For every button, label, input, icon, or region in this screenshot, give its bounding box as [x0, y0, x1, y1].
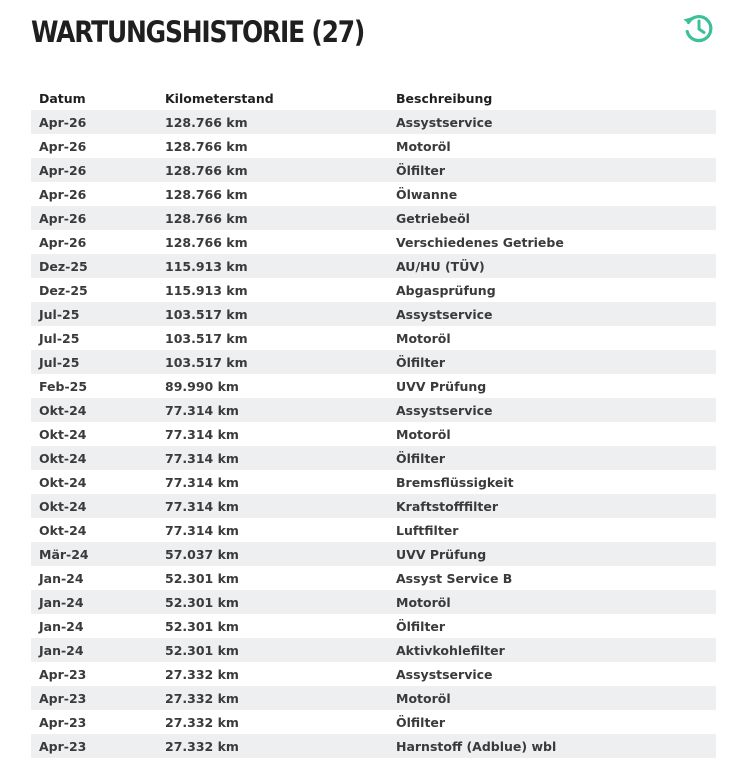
- cell-mileage: 77.314 km: [157, 494, 388, 518]
- cell-date: Jan-24: [31, 590, 157, 614]
- table-row: [31, 614, 716, 638]
- cell-date: Apr-26: [31, 182, 157, 206]
- table-row: [31, 590, 716, 614]
- cell-mileage: 103.517 km: [157, 326, 388, 350]
- cell-description: Ölfilter: [388, 614, 716, 638]
- cell-mileage: 52.301 km: [157, 614, 388, 638]
- cell-mileage: 77.314 km: [157, 446, 388, 470]
- table-row: [31, 734, 716, 758]
- cell-mileage: 128.766 km: [157, 158, 388, 182]
- table-body: [31, 110, 716, 758]
- table-row: [31, 566, 716, 590]
- table-row: [31, 542, 716, 566]
- table-row: [31, 710, 716, 734]
- cell-mileage: 128.766 km: [157, 206, 388, 230]
- cell-description: Abgasprüfung: [388, 278, 716, 302]
- cell-date: Jan-24: [31, 566, 157, 590]
- cell-date: Jan-24: [31, 638, 157, 662]
- table-header-row: [31, 86, 716, 110]
- cell-description: Motoröl: [388, 686, 716, 710]
- cell-mileage: 77.314 km: [157, 422, 388, 446]
- cell-mileage: 115.913 km: [157, 278, 388, 302]
- cell-description: Motoröl: [388, 422, 716, 446]
- cell-description: Getriebeöl: [388, 206, 716, 230]
- cell-mileage: 128.766 km: [157, 182, 388, 206]
- cell-mileage: 77.314 km: [157, 518, 388, 542]
- cell-date: Apr-23: [31, 686, 157, 710]
- cell-description: Ölfilter: [388, 350, 716, 374]
- cell-date: Apr-26: [31, 158, 157, 182]
- table-row: [31, 326, 716, 350]
- cell-date: Okt-24: [31, 518, 157, 542]
- table-row: [31, 230, 716, 254]
- table-row: [31, 158, 716, 182]
- cell-description: Kraftstofffilter: [388, 494, 716, 518]
- cell-description: Ölfilter: [388, 446, 716, 470]
- cell-date: Okt-24: [31, 422, 157, 446]
- table-row: [31, 182, 716, 206]
- table-row: [31, 638, 716, 662]
- maintenance-history-table: [31, 86, 716, 758]
- table-row: [31, 110, 716, 134]
- cell-mileage: 115.913 km: [157, 254, 388, 278]
- table-row: [31, 374, 716, 398]
- cell-mileage: 77.314 km: [157, 470, 388, 494]
- table-row: [31, 662, 716, 686]
- maintenance-table-container: [31, 86, 716, 758]
- table-row: [31, 686, 716, 710]
- table-row: [31, 422, 716, 446]
- cell-date: Okt-24: [31, 494, 157, 518]
- cell-description: Assystservice: [388, 110, 716, 134]
- cell-date: Apr-26: [31, 206, 157, 230]
- table-row: [31, 494, 716, 518]
- cell-mileage: 27.332 km: [157, 734, 388, 758]
- table-row: [31, 302, 716, 326]
- cell-date: Apr-23: [31, 662, 157, 686]
- cell-date: Apr-23: [31, 710, 157, 734]
- history-icon: [680, 10, 716, 46]
- cell-description: UVV Prüfung: [388, 542, 716, 566]
- table-row: [31, 134, 716, 158]
- cell-date: Apr-26: [31, 110, 157, 134]
- cell-mileage: 103.517 km: [157, 350, 388, 374]
- page-header: [31, 10, 716, 54]
- cell-description: AU/HU (TÜV): [388, 254, 716, 278]
- cell-date: Okt-24: [31, 446, 157, 470]
- cell-description: Motoröl: [388, 134, 716, 158]
- cell-date: Jul-25: [31, 302, 157, 326]
- cell-mileage: 77.314 km: [157, 398, 388, 422]
- column-header-mileage: Kilometerstand: [165, 90, 274, 106]
- cell-description: Assystservice: [388, 398, 716, 422]
- cell-description: Ölfilter: [388, 710, 716, 734]
- column-header-description: Beschreibung: [396, 90, 493, 106]
- cell-date: Jul-25: [31, 326, 157, 350]
- cell-date: Apr-23: [31, 734, 157, 758]
- cell-mileage: 128.766 km: [157, 134, 388, 158]
- cell-description: Assystservice: [388, 662, 716, 686]
- table-row: [31, 470, 716, 494]
- table-row: [31, 206, 716, 230]
- entry-count: (27): [311, 15, 365, 49]
- cell-description: Motoröl: [388, 590, 716, 614]
- cell-description: Ölwanne: [388, 182, 716, 206]
- cell-description: Ölfilter: [388, 158, 716, 182]
- cell-mileage: 52.301 km: [157, 638, 388, 662]
- cell-date: Dez-25: [31, 254, 157, 278]
- cell-mileage: 27.332 km: [157, 686, 388, 710]
- cell-description: Assyst Service B: [388, 566, 716, 590]
- table-row: [31, 278, 716, 302]
- cell-date: Okt-24: [31, 470, 157, 494]
- cell-description: Motoröl: [388, 326, 716, 350]
- table-header: [31, 86, 716, 110]
- cell-description: Luftfilter: [388, 518, 716, 542]
- table-row: [31, 446, 716, 470]
- page-title: [31, 12, 364, 52]
- cell-mileage: 57.037 km: [157, 542, 388, 566]
- column-header-date: Datum: [39, 90, 86, 106]
- table-row: [31, 398, 716, 422]
- cell-date: Feb-25: [31, 374, 157, 398]
- cell-mileage: 128.766 km: [157, 230, 388, 254]
- cell-description: Harnstoff (Adblue) wbl: [388, 734, 716, 758]
- table-row: [31, 350, 716, 374]
- cell-date: Dez-25: [31, 278, 157, 302]
- page-title-text: WARTUNGSHISTORIE: [31, 15, 304, 49]
- cell-description: Bremsflüssigkeit: [388, 470, 716, 494]
- table-row: [31, 518, 716, 542]
- cell-date: Jan-24: [31, 614, 157, 638]
- cell-description: UVV Prüfung: [388, 374, 716, 398]
- table-row: [31, 254, 716, 278]
- cell-mileage: 27.332 km: [157, 662, 388, 686]
- cell-mileage: 27.332 km: [157, 710, 388, 734]
- cell-date: Apr-26: [31, 134, 157, 158]
- cell-mileage: 52.301 km: [157, 566, 388, 590]
- cell-mileage: 89.990 km: [157, 374, 388, 398]
- cell-date: Apr-26: [31, 230, 157, 254]
- cell-mileage: 103.517 km: [157, 302, 388, 326]
- history-button[interactable]: [680, 10, 716, 46]
- cell-description: Aktivkohlefilter: [388, 638, 716, 662]
- cell-date: Okt-24: [31, 398, 157, 422]
- cell-date: Mär-24: [31, 542, 157, 566]
- cell-date: Jul-25: [31, 350, 157, 374]
- cell-description: Verschiedenes Getriebe: [388, 230, 716, 254]
- cell-mileage: 128.766 km: [157, 110, 388, 134]
- cell-description: Assystservice: [388, 302, 716, 326]
- cell-mileage: 52.301 km: [157, 590, 388, 614]
